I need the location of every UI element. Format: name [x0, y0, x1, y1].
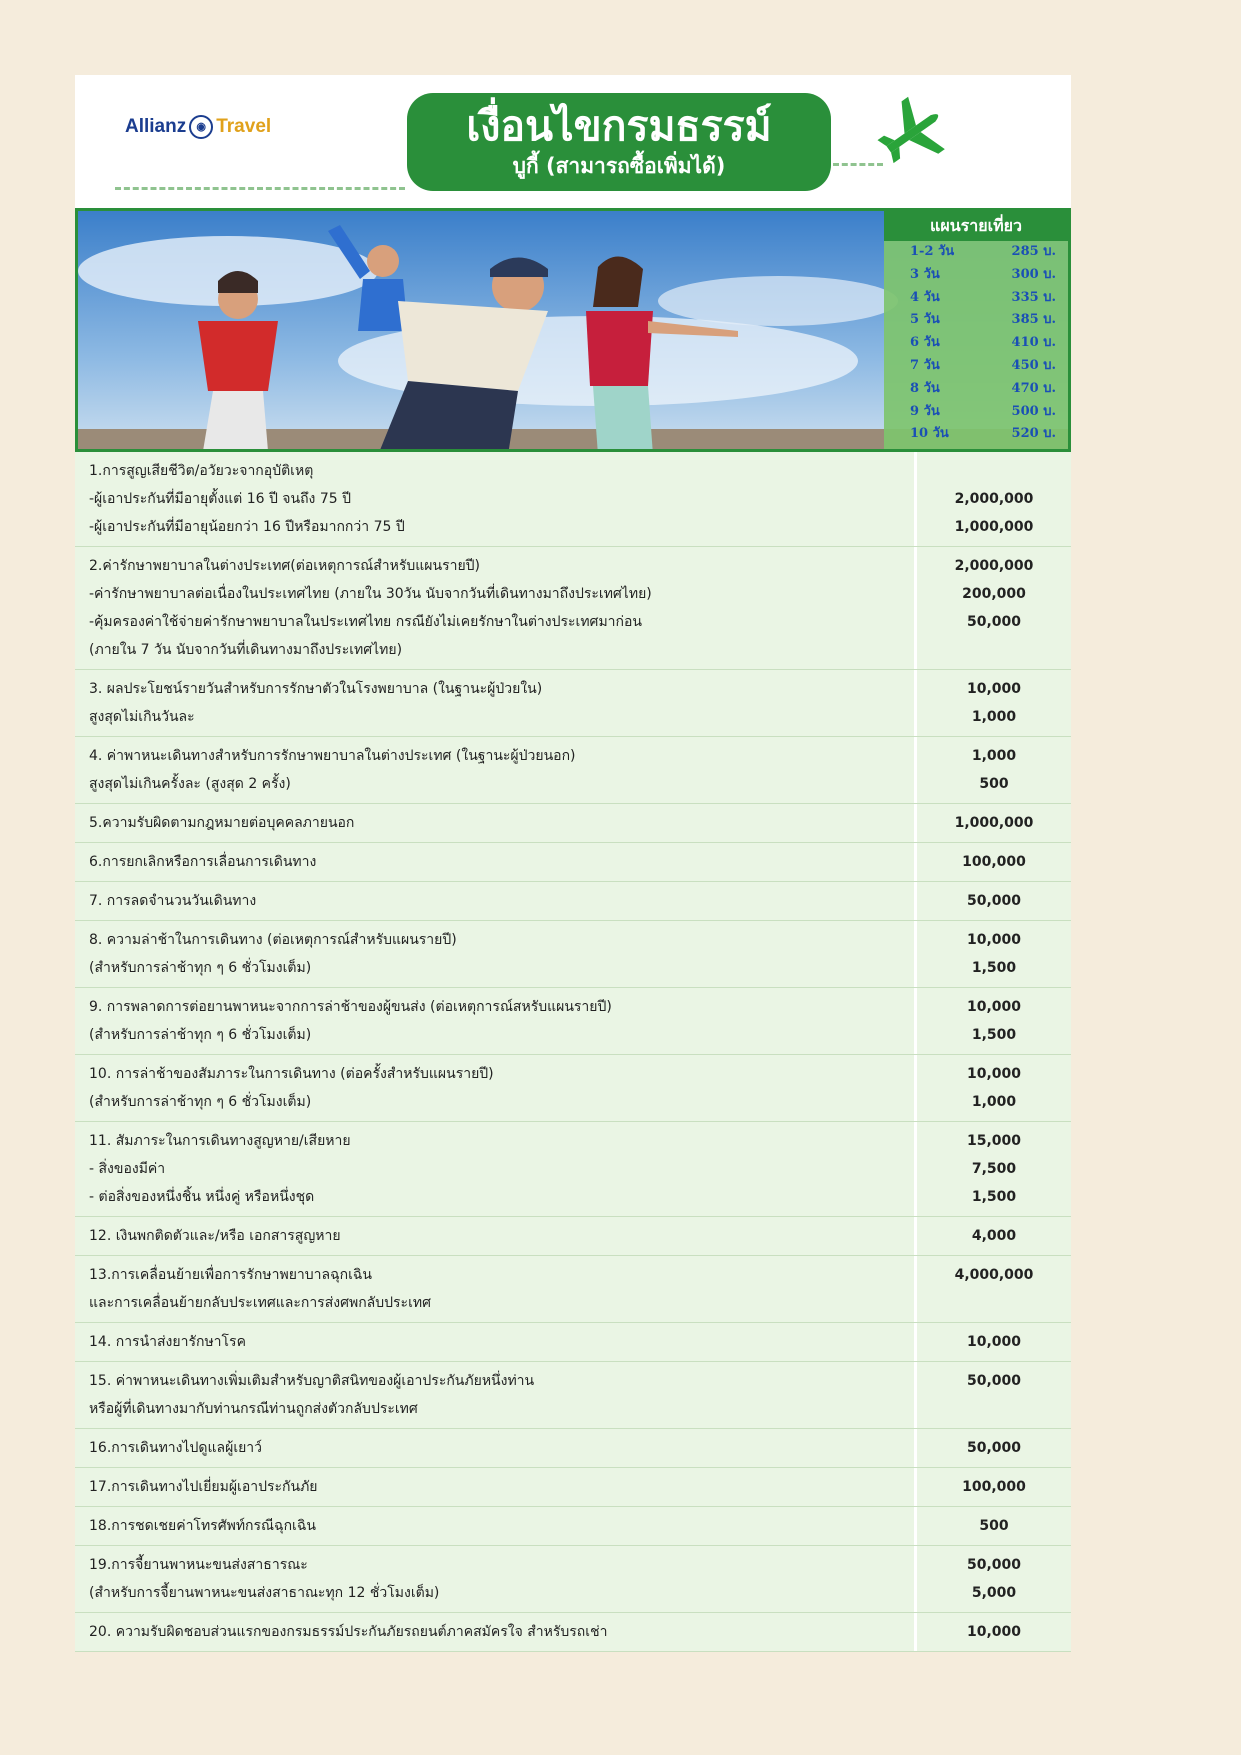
coverage-amount-value: 10,000 [966, 999, 1022, 1015]
coverage-line: 1.การสูญเสียชีวิต/อวัยวะจากอุบัติเหตุ [89, 463, 314, 479]
coverage-line: -ค่ารักษาพยาบาลต่อเนื่องในประเทศไทย (ภายใน 30วัน นับจากวันที่เดินทางมาถึงประเทศไทย) [89, 586, 652, 602]
coverage-row [75, 882, 1071, 921]
coverage-amount-value [917, 636, 1071, 664]
coverage-line: -คุ้มครองค่าใช้จ่ายค่ารักษาพยาบาลในประเทศไทย กรณียังไม่เคยรักษาในต่างประเทศมาก่อน [89, 614, 642, 630]
coverage-line: 11. สัมภาระในการเดินทางสูญหาย/เสียหาย [89, 1133, 351, 1149]
coverage-line: 9. การพลาดการต่อยานพาหนะจากการล่าช้าของผู้ขนส่ง (ต่อเหตุการณ์สหรับแผนรายปี) [89, 999, 612, 1015]
coverage-amount-value [917, 1395, 1071, 1423]
coverage-description [75, 988, 917, 1054]
coverage-row [75, 1468, 1071, 1507]
coverage-amount-value: 1,000 [971, 709, 1017, 725]
coverage-amount-value: 100,000 [962, 1479, 1026, 1495]
coverage-description [75, 1613, 917, 1651]
coverage-amount [917, 843, 1071, 881]
coverage-line: 5.ความรับผิดตามกฎหมายต่อบุคคลภายนอก [89, 815, 355, 831]
dashed-flight-path-left [115, 187, 405, 194]
coverage-line: 6.การยกเลิกหรือการเลื่อนการเดินทาง [89, 854, 317, 870]
rates-header: แผนรายเที่ยว [884, 211, 1068, 241]
allianz-eagle-icon: ◉ [189, 115, 213, 139]
brand-name: Allianz [125, 116, 187, 138]
coverage-row [75, 452, 1071, 547]
coverage-line: 2.ค่ารักษาพยาบาลในต่างประเทศ(ต่อเหตุการณ์สำหรับแผนรายปี) [89, 558, 480, 574]
coverage-line: 14. การนำส่งยารักษาโรค [89, 1334, 246, 1350]
rate-days: 9 วัน [910, 403, 940, 419]
coverage-amount [917, 1362, 1071, 1428]
coverage-description [75, 737, 917, 803]
rate-row [884, 355, 1068, 378]
coverage-row [75, 1122, 1071, 1217]
coverage-line: 19.การจี้ยานพาหนะขนส่งสาธารณะ [89, 1557, 308, 1573]
rate-price: 385 บ. [1011, 312, 1056, 328]
page-title: เงื่อนไขกรมธรรม์ [466, 102, 772, 150]
coverage-row [75, 988, 1071, 1055]
coverage-amount-value: 4,000,000 [954, 1267, 1034, 1283]
rate-days: 10 วัน [910, 426, 949, 442]
coverage-row [75, 1217, 1071, 1256]
coverage-line: -ผู้เอาประกันที่มีอายุตั้งแต่ 16 ปี จนถึง 75 ปี [89, 491, 351, 507]
coverage-row [75, 1429, 1071, 1468]
coverage-amount [917, 1217, 1071, 1255]
coverage-row [75, 1546, 1071, 1613]
coverage-description [75, 1323, 917, 1361]
rate-days: 8 วัน [910, 380, 940, 396]
rate-days: 3 วัน [910, 266, 940, 282]
rate-days: 6 วัน [910, 335, 940, 351]
coverage-amount [917, 988, 1071, 1054]
coverage-description [75, 1429, 917, 1467]
coverage-row [75, 1055, 1071, 1122]
rate-row [884, 287, 1068, 310]
allianz-travel-logo [125, 115, 271, 139]
coverage-description [75, 1217, 917, 1255]
rate-row [884, 401, 1068, 424]
coverage-line: -ผู้เอาประกันที่มีอายุน้อยกว่า 16 ปีหรือมากกว่า 75 ปี [89, 519, 405, 535]
coverage-amount [917, 1546, 1071, 1612]
coverage-line: 13.การเคลื่อนย้ายเพื่อการรักษาพยาบาลฉุกเฉิน [89, 1267, 372, 1283]
trip-plan-rates [884, 211, 1068, 449]
rate-price: 450 บ. [1011, 357, 1056, 373]
coverage-amount-value: 50,000 [966, 893, 1022, 909]
rate-row [884, 378, 1068, 401]
coverage-amount [917, 1429, 1071, 1467]
coverage-description [75, 1122, 917, 1216]
coverage-description [75, 843, 917, 881]
coverage-amount-value: 1,500 [971, 1189, 1017, 1205]
rate-row [884, 332, 1068, 355]
coverage-amount-value: 2,000,000 [954, 491, 1034, 507]
coverage-description [75, 1256, 917, 1322]
coverage-amount [917, 1468, 1071, 1506]
coverage-row [75, 1507, 1071, 1546]
coverage-line: 18.การชดเชยค่าโทรศัพท์กรณีฉุกเฉิน [89, 1518, 316, 1534]
brochure-card [75, 75, 1071, 1640]
coverage-amount [917, 452, 1071, 546]
coverage-description [75, 452, 917, 546]
hero-banner [75, 208, 1071, 452]
coverage-amount-value: 50,000 [966, 1557, 1022, 1573]
rate-price: 300 บ. [1011, 266, 1056, 282]
coverage-amount [917, 882, 1071, 920]
coverage-line: 10. การล่าช้าของสัมภาระในการเดินทาง (ต่อครั้งสำหรับแผนรายปี) [89, 1066, 494, 1082]
coverage-row [75, 921, 1071, 988]
coverage-description [75, 921, 917, 987]
coverage-row [75, 843, 1071, 882]
coverage-line: (สำหรับการล่าช้าทุก ๆ 6 ชั่วโมงเต็ม) [89, 1094, 312, 1110]
rate-price: 470 บ. [1011, 380, 1056, 396]
coverage-amount-value: 1,500 [971, 1027, 1017, 1043]
rate-price: 285 บ. [1011, 244, 1056, 259]
coverage-description [75, 670, 917, 736]
coverage-row [75, 1256, 1071, 1323]
coverage-description [75, 1468, 917, 1506]
coverage-amount-value: 15,000 [966, 1133, 1022, 1149]
coverage-line: 16.การเดินทางไปดูแลผู้เยาว์ [89, 1440, 263, 1456]
coverage-amount-value: 10,000 [966, 681, 1022, 697]
coverage-amount [917, 670, 1071, 736]
coverage-line: (สำหรับการล่าช้าทุก ๆ 6 ชั่วโมงเต็ม) [89, 1027, 312, 1043]
rate-days: 7 วัน [910, 357, 940, 373]
page-subtitle: บูกี้ (สามารถซื้อเพิ่มได้) [512, 154, 726, 178]
coverage-description [75, 1507, 917, 1545]
coverage-amount-value: 200,000 [962, 586, 1026, 602]
rate-price: 500 บ. [1011, 403, 1056, 419]
coverage-amount [917, 1122, 1071, 1216]
coverage-amount-value: 1,000,000 [954, 815, 1034, 831]
coverage-amount-value: 1,000 [971, 1094, 1017, 1110]
rate-days: 1-2 วัน [910, 244, 955, 259]
coverage-line: (สำหรับการล่าช้าทุก ๆ 6 ชั่วโมงเต็ม) [89, 960, 312, 976]
coverage-line: 17.การเดินทางไปเยี่ยมผู้เอาประกันภัย [89, 1479, 318, 1495]
brand-product: Travel [216, 116, 272, 138]
coverage-amount-value: 5,000 [971, 1585, 1017, 1601]
coverage-amount [917, 921, 1071, 987]
coverage-line: (ภายใน 7 วัน นับจากวันที่เดินทางมาถึงประเทศไทย) [89, 642, 403, 658]
coverage-description [75, 547, 917, 669]
coverage-line: สูงสุดไม่เกินครั้งละ (สูงสุด 2 ครั้ง) [89, 776, 291, 792]
coverage-amount-value: 100,000 [962, 854, 1026, 870]
rate-price: 520 บ. [1011, 426, 1056, 442]
coverage-line: 12. เงินพกติดตัวและ/หรือ เอกสารสูญหาย [89, 1228, 341, 1244]
rate-row [884, 309, 1068, 332]
coverage-amount-value: 1,000,000 [954, 519, 1034, 535]
rate-days: 5 วัน [910, 312, 940, 328]
coverage-line: 7. การลดจำนวนวันเดินทาง [89, 893, 257, 909]
coverage-amount [917, 1055, 1071, 1121]
coverage-row [75, 804, 1071, 843]
airplane-icon [875, 91, 955, 171]
coverage-line: 3. ผลประโยชน์รายวันสำหรับการรักษาตัวในโรงพยาบาล (ในฐานะผู้ป่วยใน) [89, 681, 543, 697]
coverage-table [75, 452, 1071, 1652]
coverage-amount [917, 737, 1071, 803]
coverage-amount-value: 10,000 [966, 932, 1022, 948]
coverage-row [75, 737, 1071, 804]
coverage-description [75, 1055, 917, 1121]
coverage-amount-value: 50,000 [966, 1373, 1022, 1389]
coverage-line: - ต่อสิ่งของหนึ่งชิ้น หนึ่งคู่ หรือหนึ่งชุด [89, 1189, 315, 1205]
coverage-amount-value: 500 [979, 1518, 1009, 1534]
coverage-description [75, 1546, 917, 1612]
coverage-line: 15. ค่าพาหนะเดินทางเพิ่มเติมสำหรับญาติสนิทของผู้เอาประกันภัยหนึ่งท่าน [89, 1373, 535, 1389]
coverage-row [75, 547, 1071, 670]
coverage-amount [917, 804, 1071, 842]
coverage-amount [917, 1256, 1071, 1322]
coverage-line: 4. ค่าพาหนะเดินทางสำหรับการรักษาพยาบาลในต่างประเทศ (ในฐานะผู้ป่วยนอก) [89, 748, 576, 764]
rate-price: 335 บ. [1011, 289, 1056, 305]
coverage-line: 20. ความรับผิดชอบส่วนแรกของกรมธรรม์ประกันภัยรถยนต์ภาคสมัครใจ สำหรับรถเช่า [89, 1624, 608, 1640]
coverage-amount-value [917, 457, 1071, 485]
rate-row [884, 423, 1068, 446]
coverage-row [75, 1362, 1071, 1429]
coverage-amount-value: 10,000 [966, 1624, 1022, 1640]
coverage-amount [917, 1613, 1071, 1651]
title-banner [407, 93, 831, 191]
coverage-amount-value: 10,000 [966, 1066, 1022, 1082]
coverage-amount-value: 50,000 [966, 1440, 1022, 1456]
coverage-amount-value: 500 [979, 776, 1009, 792]
coverage-row [75, 1613, 1071, 1652]
coverage-row [75, 670, 1071, 737]
rates-list [884, 241, 1068, 446]
coverage-description [75, 882, 917, 920]
coverage-amount-value: 10,000 [966, 1334, 1022, 1350]
coverage-amount-value: 4,000 [971, 1228, 1017, 1244]
coverage-amount-value: 7,500 [971, 1161, 1017, 1177]
rate-days: 4 วัน [910, 289, 940, 305]
coverage-line: 8. ความล่าช้าในการเดินทาง (ต่อเหตุการณ์สำหรับแผนรายปี) [89, 932, 457, 948]
coverage-amount [917, 547, 1071, 669]
coverage-line: (สำหรับการจี้ยานพาหนะขนส่งสาธาณะทุก 12 ชั่วโมงเต็ม) [89, 1585, 440, 1601]
coverage-amount-value: 2,000,000 [954, 558, 1034, 574]
rate-price: 410 บ. [1011, 335, 1056, 351]
coverage-amount-value: 1,000 [971, 748, 1017, 764]
coverage-amount-value: 1,500 [971, 960, 1017, 976]
coverage-row [75, 1323, 1071, 1362]
coverage-description [75, 804, 917, 842]
coverage-amount-value: 50,000 [966, 614, 1022, 630]
coverage-line: และการเคลื่อนย้ายกลับประเทศและการส่งศพกลับประเทศ [89, 1295, 431, 1311]
coverage-line: - สิ่งของมีค่า [89, 1161, 166, 1177]
coverage-amount [917, 1323, 1071, 1361]
coverage-line: สูงสุดไม่เกินวันละ [89, 709, 195, 725]
rate-row [884, 241, 1068, 264]
rate-row [884, 264, 1068, 287]
coverage-line: หรือผู้ที่เดินทางมากับท่านกรณีท่านถูกส่งตัวกลับประเทศ [89, 1401, 418, 1417]
coverage-description [75, 1362, 917, 1428]
coverage-amount [917, 1507, 1071, 1545]
coverage-amount-value [917, 1289, 1071, 1317]
